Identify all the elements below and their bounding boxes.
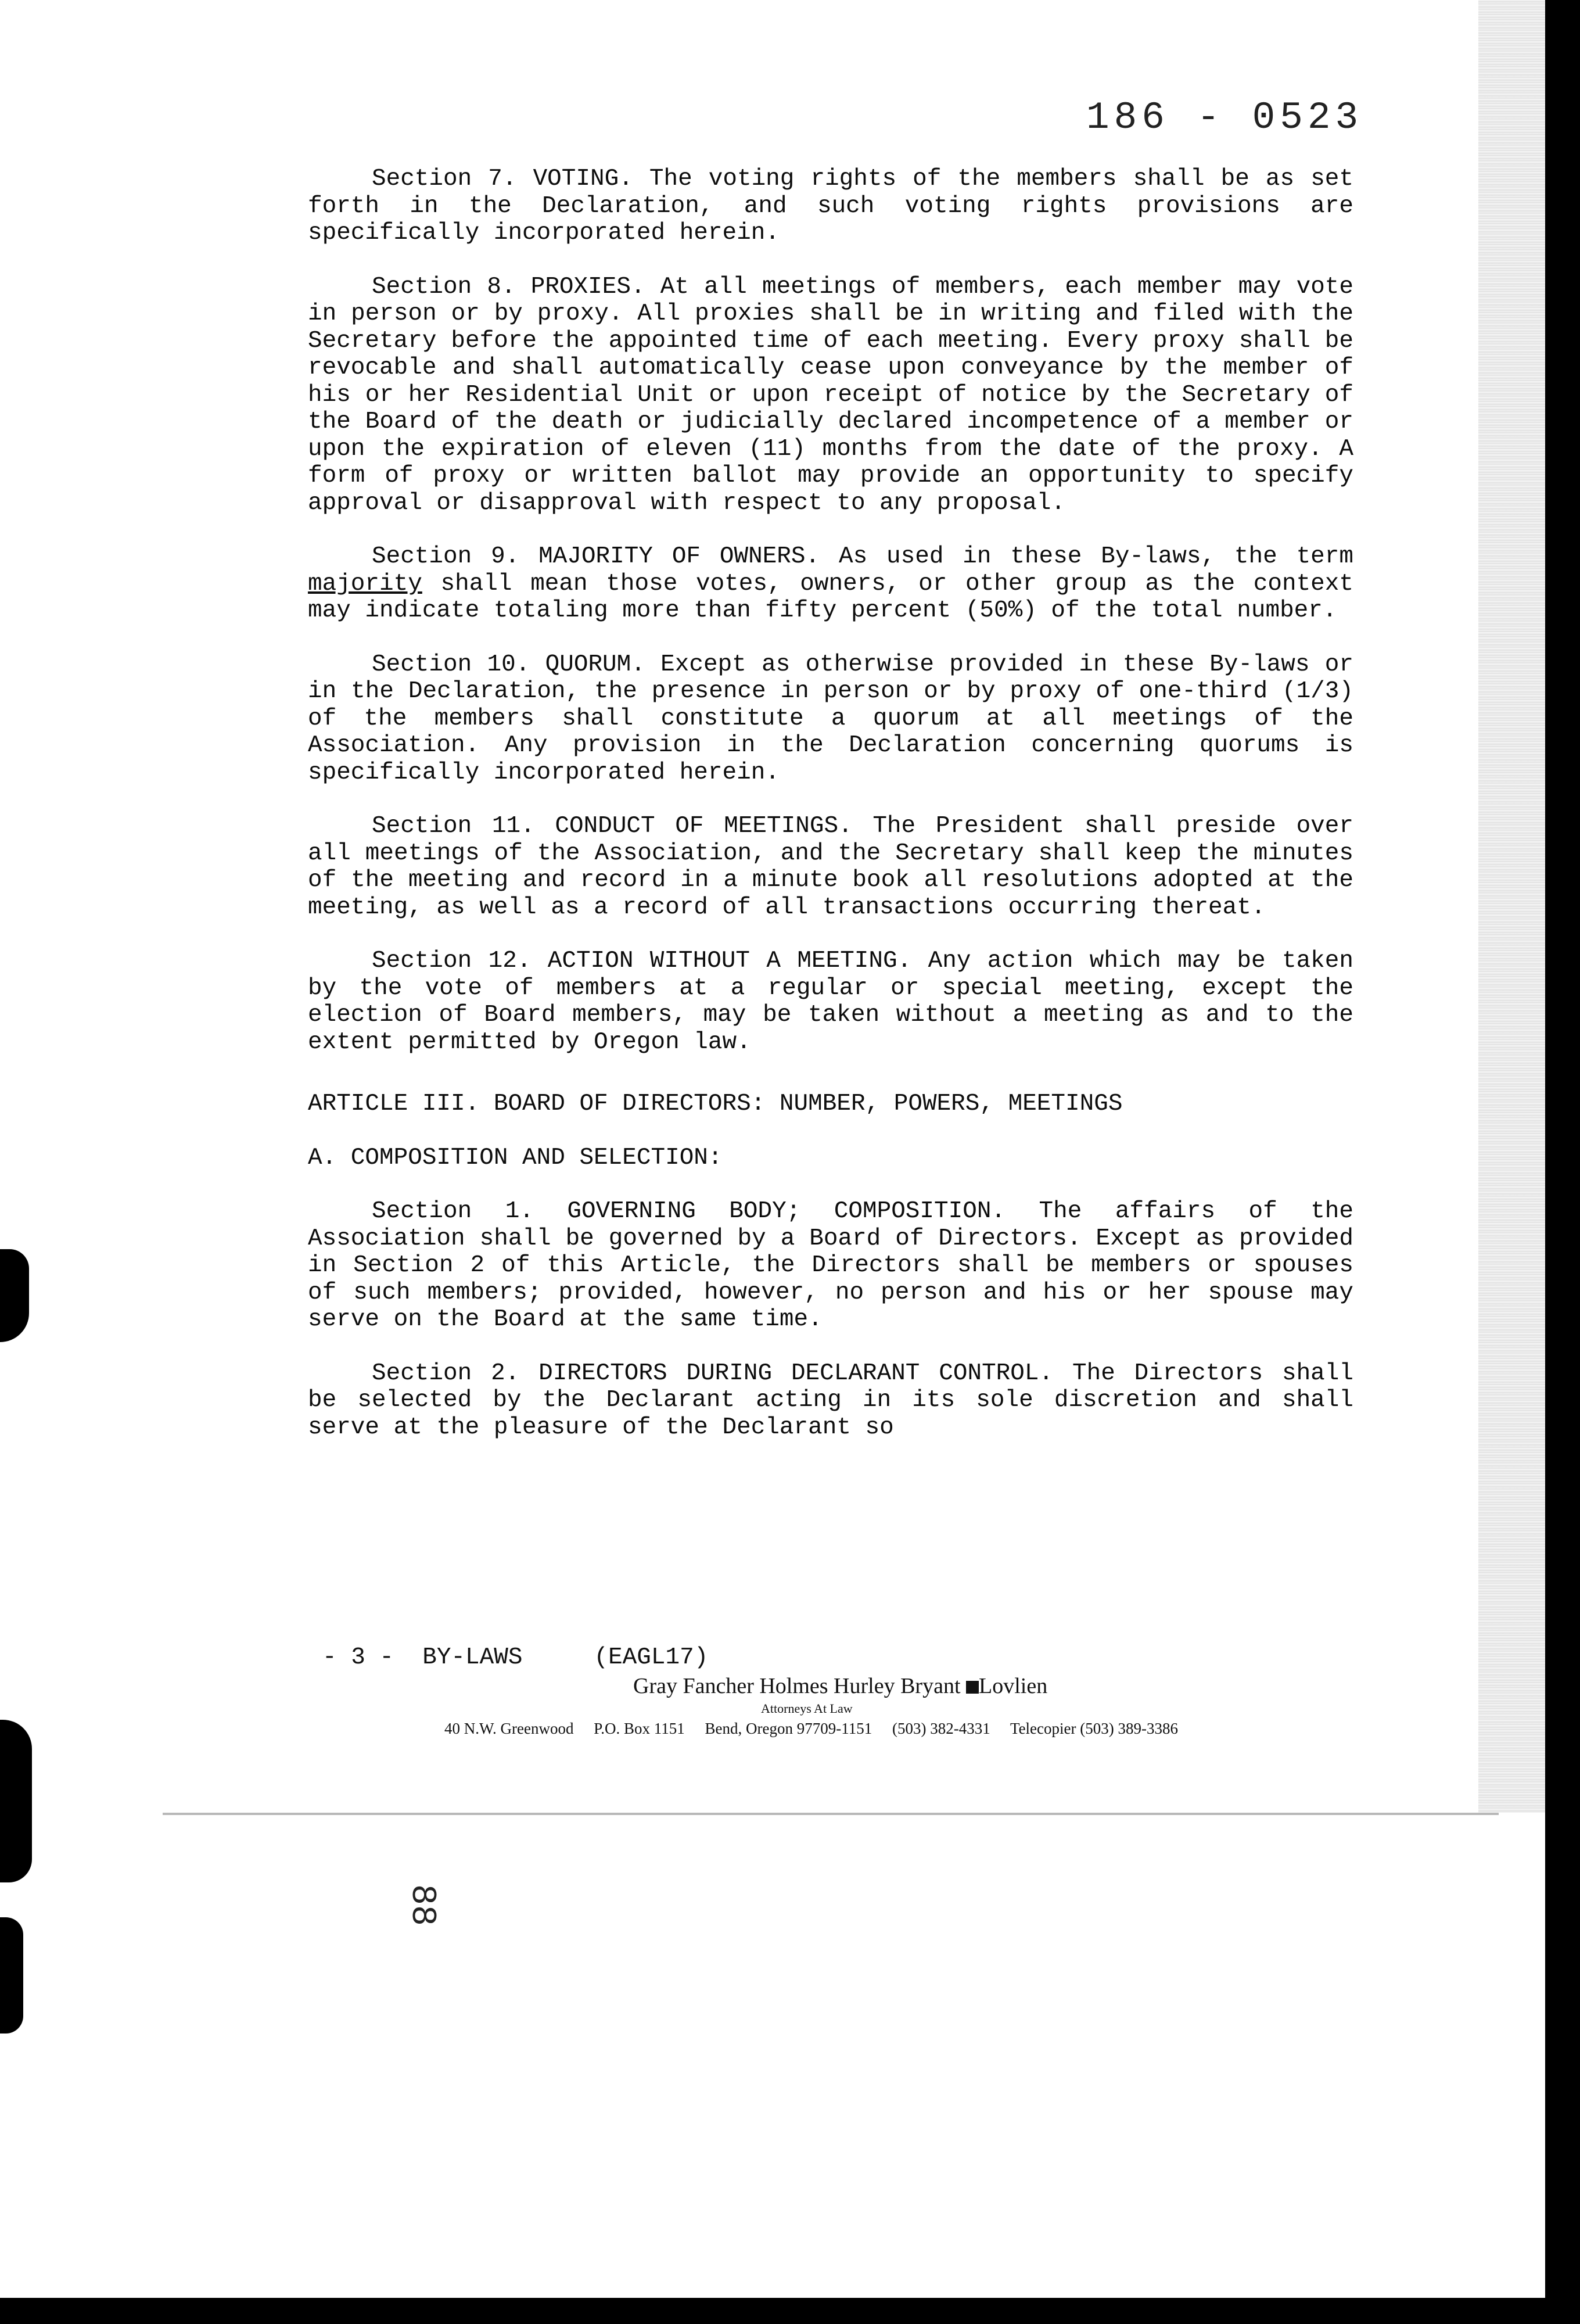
section-12	[308, 948, 1353, 1056]
section-7	[308, 166, 1353, 247]
scan-margin-strip	[1478, 0, 1545, 1813]
page-number: 186 - 0523	[1086, 96, 1363, 139]
firm-address: 40 N.W. Greenwood P.O. Box 1151 Bend, Oregon 97709-1151 (503) 382-4331 Telecopier (503) 389-3386	[444, 1720, 1178, 1737]
square-icon	[966, 1681, 979, 1694]
section-heading: Section 8. PROXIES.	[372, 273, 645, 300]
firm-letterhead	[633, 1673, 1098, 1716]
section-heading: Section 2. DIRECTORS DURING DECLARANT CONTROL.	[372, 1360, 1054, 1387]
section-text: shall mean those votes, owners, or other group as the context may indicate totaling more than fifty percent (50%) of the total number.	[308, 570, 1353, 624]
section-heading: Section 10. QUORUM.	[372, 651, 645, 678]
scan-blot	[0, 1249, 29, 1342]
section-heading: Section 12. ACTION WITHOUT A MEETING.	[372, 948, 912, 974]
section-heading: Section 11. CONDUCT OF MEETINGS.	[372, 813, 853, 840]
scan-right-border	[1545, 0, 1580, 2324]
section-text: Except as otherwise provided in these By-laws or in the Declaration, the presence in person or by proxy of one-third (1/3) of the members shall constitute a quorum at all meetings of the Association. Any provision in the Declaration concerning quorums is specifically incorporated herein.	[308, 651, 1353, 786]
section-text: At all meetings of members, each member may vote in person or by proxy. All proxies shall be in writing and filed with the Secretary before the appointed time of each meeting. Every proxy shall be revocable and shall automatically cease upon conveyance by the member of his or her Residential Unit or upon receipt of notice by the Secretary of the Board of the death or judicially declared incompetence of a member or upon the expiration of eleven (11) months from the date of the proxy. A form of proxy or written ballot may provide an opportunity to specify approval or disapproval with respect to any proposal.	[308, 273, 1354, 517]
article-heading: ARTICLE III. BOARD OF DIRECTORS: NUMBER, POWERS, MEETINGS	[308, 1091, 1123, 1117]
subheading: A. COMPOSITION AND SELECTION:	[308, 1144, 723, 1171]
defined-term: majority	[308, 570, 422, 597]
scan-blot	[0, 1917, 23, 2033]
page-footer-label: - 3 - BY-LAWS (EAGL17)	[322, 1644, 709, 1671]
section-heading: Section 1. GOVERNING BODY; COMPOSITION.	[372, 1198, 1006, 1225]
scan-bottom-border	[0, 2298, 1580, 2324]
section-text: The affairs of the Association shall be governed by a Board of Directors. Except as provided in Section 2 of this Article, the Directors shall be members or spouses of such members; provided, however, no person and his or her spouse may serve on the Board at the same time.	[308, 1198, 1354, 1333]
section-heading: Section 9. MAJORITY OF OWNERS.	[372, 543, 820, 570]
section-11	[308, 813, 1353, 921]
section-10	[308, 651, 1353, 787]
margin-mark: 88	[402, 1884, 442, 1927]
article-section-1	[308, 1198, 1353, 1333]
section-9	[308, 543, 1353, 625]
article-section-2	[308, 1360, 1353, 1441]
document-body	[308, 166, 1353, 1468]
scan-blot	[0, 1720, 32, 1882]
section-text: As used in these By-laws, the term	[838, 543, 1353, 570]
page-edge-line	[163, 1813, 1499, 1815]
firm-name: Gray Fancher Holmes Hurley Bryant Lovlien	[633, 1674, 1048, 1698]
section-8	[308, 274, 1353, 517]
section-heading: Section 7. VOTING.	[372, 166, 633, 192]
section-text: Any action which may be taken by the vote of members at a regular or special meeting, except the election of Board members, may be taken without a meeting as and to the extent permitted by Oregon law.	[308, 948, 1353, 1056]
firm-subtitle: Attorneys At Law	[761, 1701, 853, 1716]
section-text: The President shall preside over all meetings of the Association, and the Secretary shall keep the minutes of the meeting and record in a minute book all resolutions adopted at the meeting, as well as a record of all transactions occurring thereat.	[308, 813, 1353, 921]
section-text: The voting rights of the members shall be as set forth in the Declaration, and such voting rights provisions are specifically incorporated herein.	[308, 166, 1354, 246]
section-text: The Directors shall be selected by the Declarant acting in its sole discretion and shall serve at the pleasure of the Declarant so	[308, 1360, 1353, 1441]
